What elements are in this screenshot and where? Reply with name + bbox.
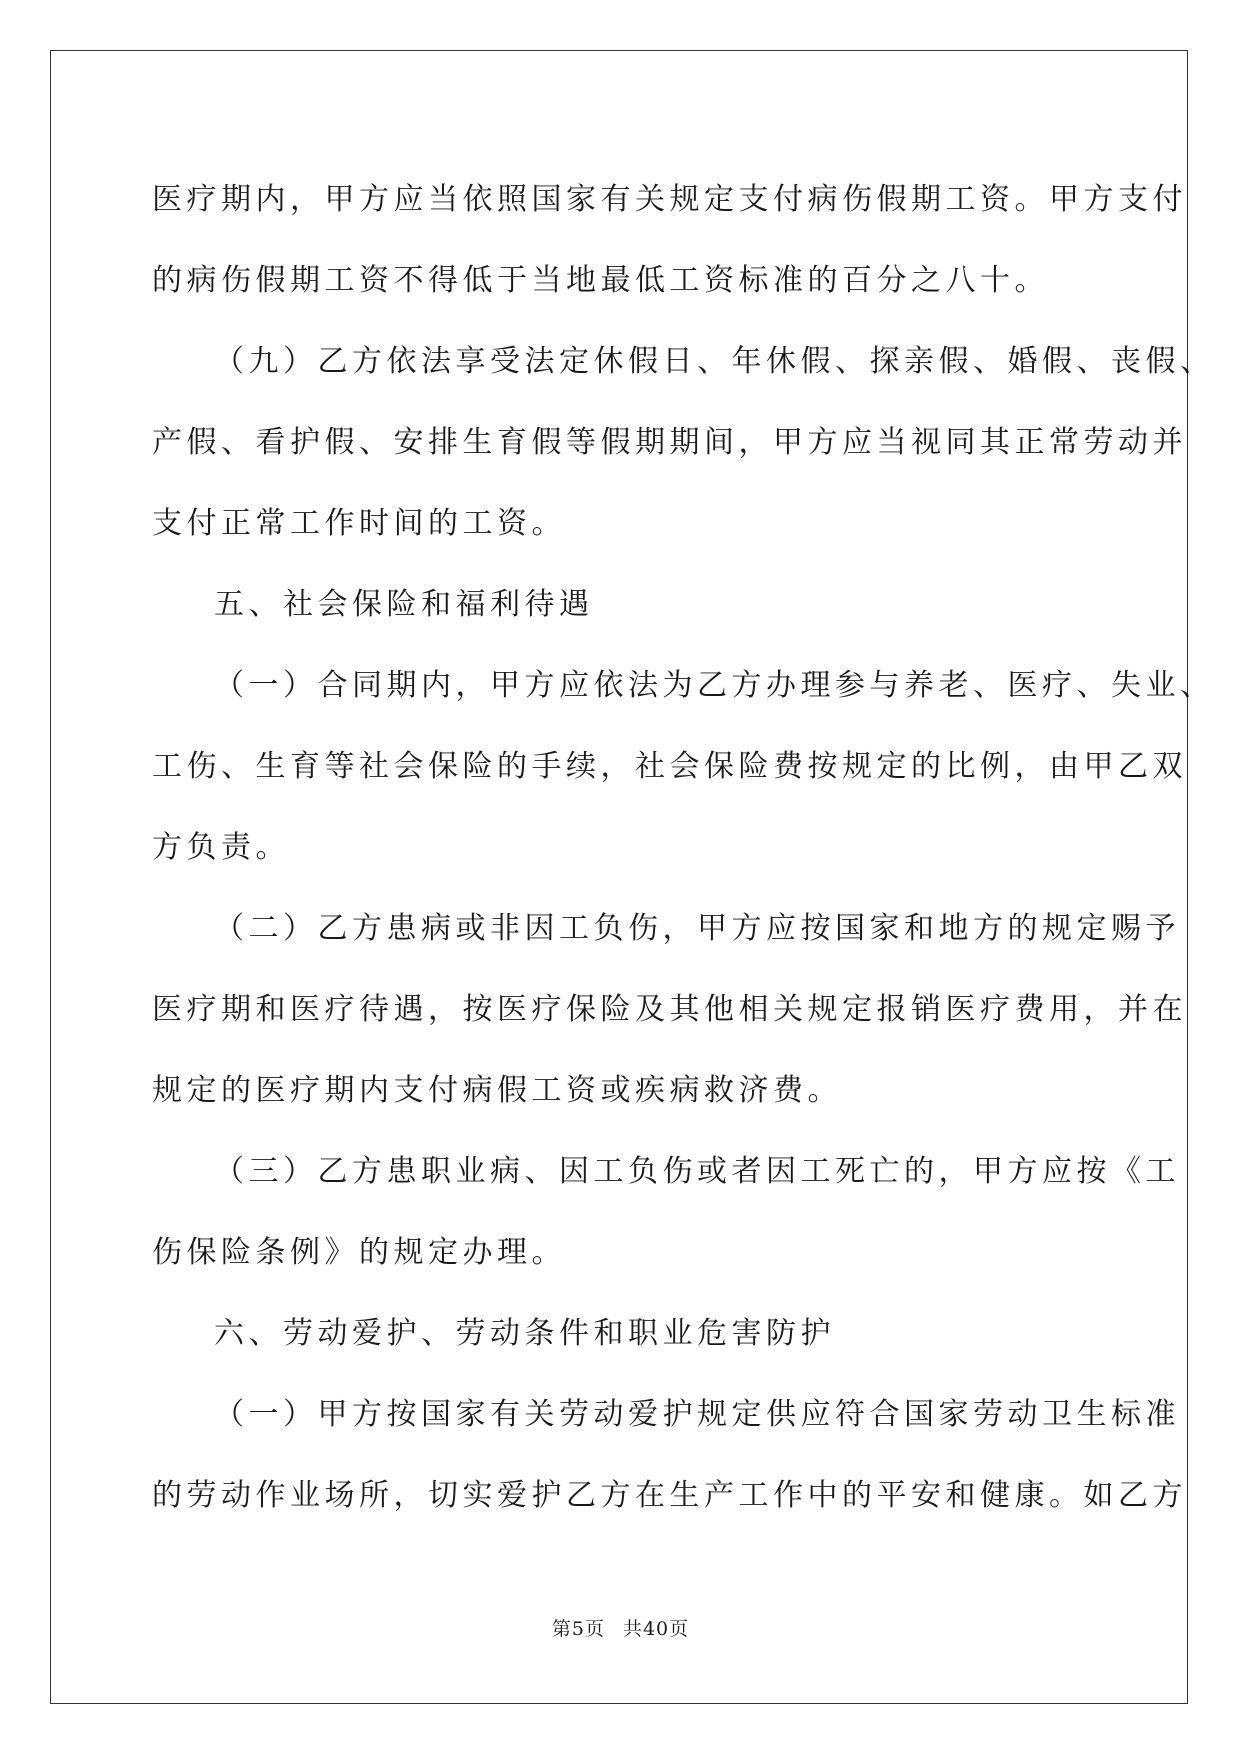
text-line: 伤保险条例》的规定办理。 [152,1235,566,1270]
page-footer [0,1614,1241,1641]
text-line: 医疗期内，甲方应当依照国家有关规定支付病伤假期工资。甲方支付 [152,182,1187,217]
page-number: 第5页 [551,1618,605,1640]
text-line: 的劳动作业场所，切实爱护乙方在生产工作中的平安和健康。如乙方 [152,1478,1187,1513]
text-line: （一）甲方按国家有关劳动爱护规定供应符合国家劳动卫生标准 [214,1397,1180,1432]
text-line: 支付正常工作时间的工资。 [152,506,566,541]
section-heading: 五、社会保险和福利待遇 [214,587,594,622]
section-heading: 六、劳动爱护、劳动条件和职业危害防护 [214,1316,835,1351]
text-line: 规定的医疗期内支付病假工资或疾病救济费。 [152,1073,842,1108]
document-body [152,159,1215,1536]
text-line: 产假、看护假、安排生育假等假期期间，甲方应当视同其正常劳动并 [152,425,1187,460]
text-line: （二）乙方患病或非因工负伤，甲方应按国家和地方的规定赐予 [214,911,1180,946]
text-line: 医疗期和医疗待遇，按医疗保险及其他相关规定报销医疗费用，并在 [152,992,1187,1027]
document-text [152,159,1215,1536]
text-line: （一）合同期内，甲方应依法为乙方办理参与养老、医疗、失业、 [214,668,1215,703]
page-total: 共40页 [622,1618,690,1640]
text-line: 工伤、生育等社会保险的手续，社会保险费按规定的比例，由甲乙双 [152,749,1187,784]
text-line: 的病伤假期工资不得低于当地最低工资标准的百分之八十。 [152,263,1049,298]
text-line: （三）乙方患职业病、因工负伤或者因工死亡的，甲方应按《工 [214,1154,1180,1189]
text-line: （九）乙方依法享受法定休假日、年休假、探亲假、婚假、丧假、 [214,344,1215,379]
text-line: 方负责。 [152,830,290,865]
